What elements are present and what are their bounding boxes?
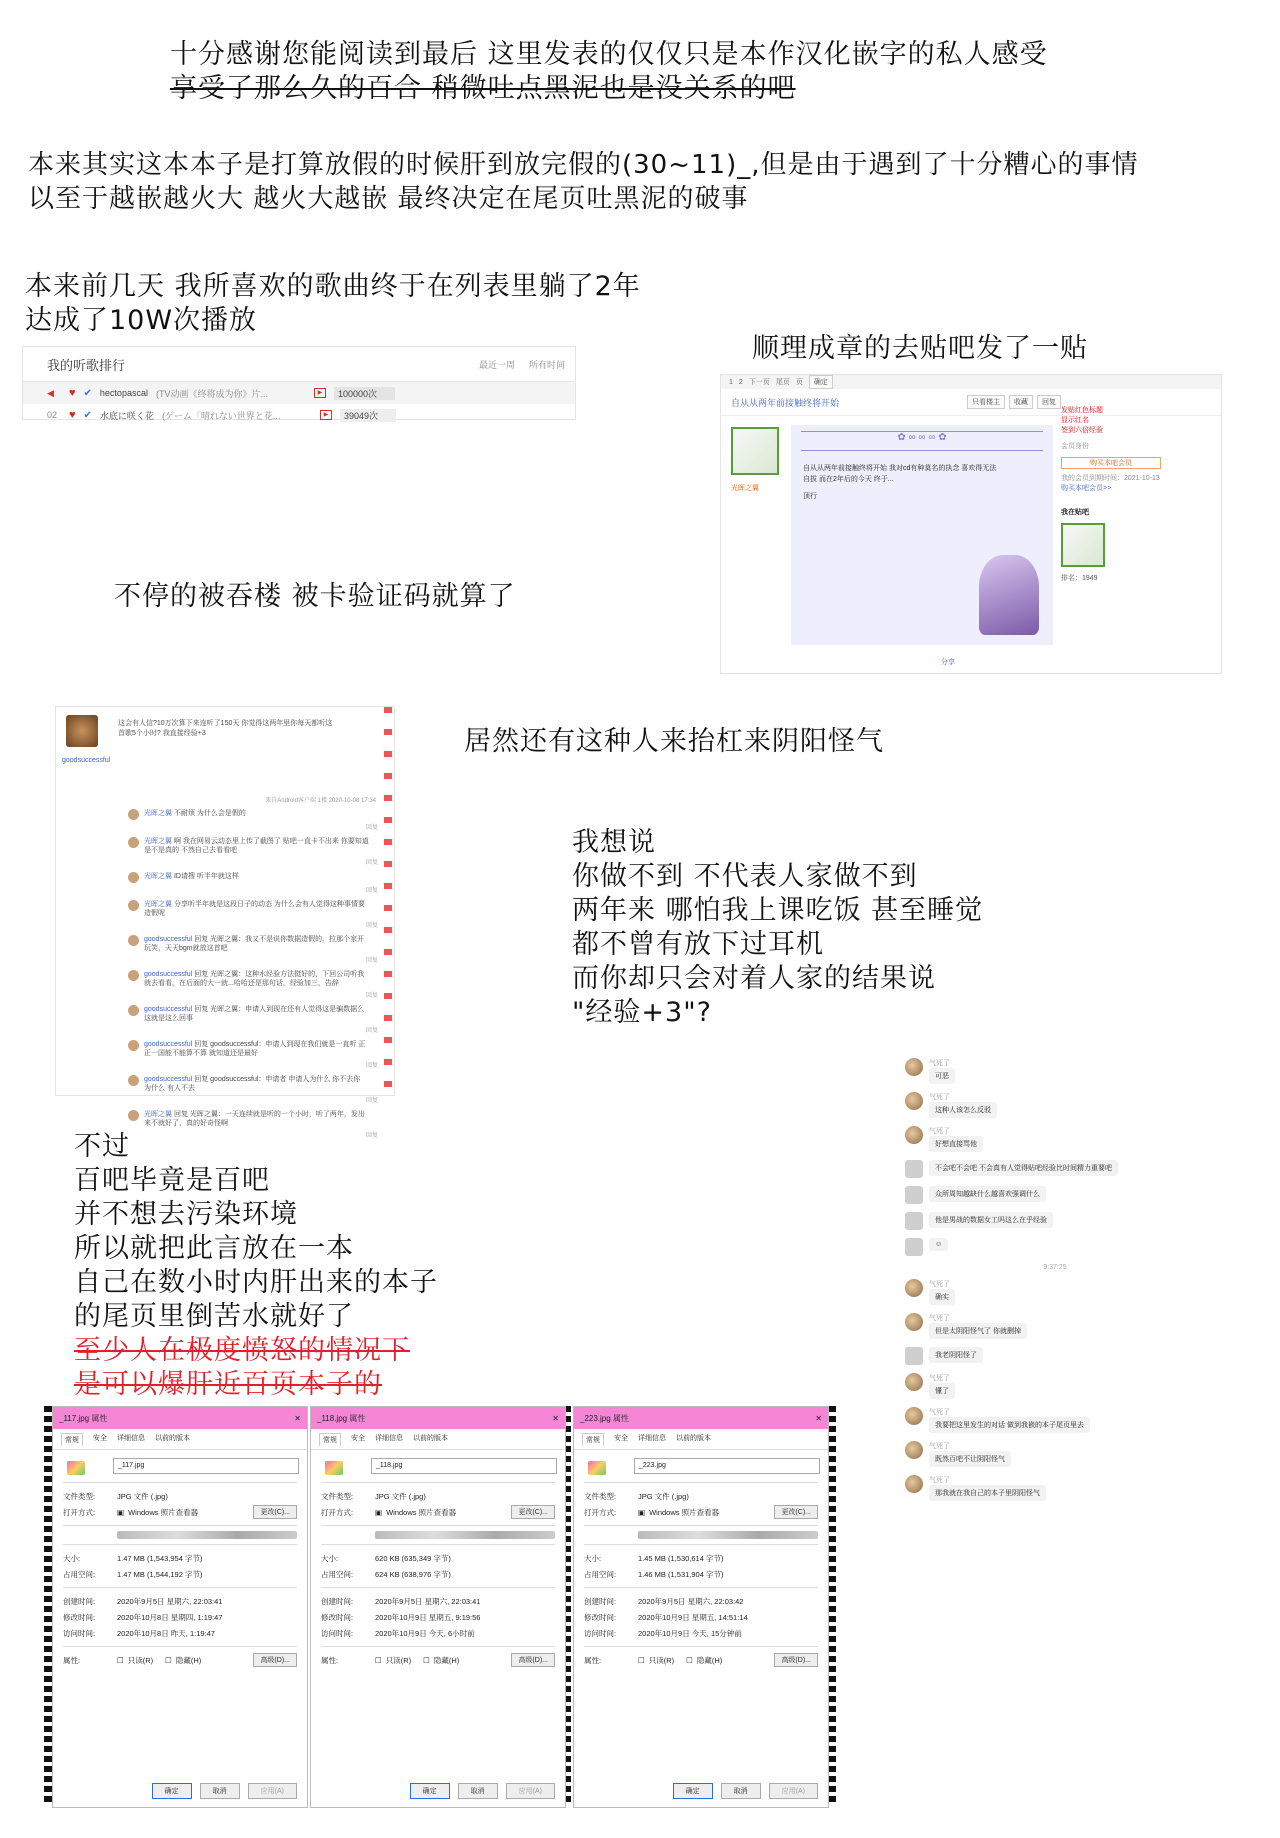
reply-user[interactable]: 光晖之翼 [144,838,172,845]
buy-member-button[interactable]: 购买本吧会员 [1061,457,1161,469]
size-value: 1.45 MB (1,530,614 字节) [638,1553,724,1563]
label-type: 文件类型: [584,1491,617,1501]
play-count: 100000次 [334,387,395,400]
chat-sender: 气死了 [929,1128,950,1135]
chat-sender: 气死了 [929,1443,950,1450]
film-strip [828,1406,836,1806]
para3-line-2: 达成了10W次播放 [25,305,258,336]
chat-bubble: 但是太阴阳怪气了 你就删掉 [929,1323,1027,1339]
chat-message [905,1160,1205,1178]
reply-user[interactable]: goodsuccessful [144,936,193,943]
chat-bubble: 确实 [929,1289,955,1305]
file-type-value: JPG 文件 (.jpg) [117,1491,168,1501]
note-weird: 居然还有这种人来抬杠来阴阳怪气 [464,726,884,757]
listening-ranking-screenshot [22,346,576,420]
reply-text: ID请搜 听半年就这样 [173,873,239,880]
advanced-button[interactable]: 高级(D)... [253,1653,297,1667]
ranking-all-tab[interactable]: 所有时间 [528,359,565,370]
label-modified: 修改时间: [321,1612,354,1622]
next-page-link[interactable]: 下一页 [748,379,770,386]
chat-message [905,1279,1205,1305]
chat-bubble: 这种人该怎么反驳 [929,1102,997,1118]
chat-message [905,1347,1205,1365]
heart-icon[interactable]: ♥ [69,387,76,399]
label-size: 大小: [321,1553,339,1563]
conclusion-1: 不过 [74,1131,130,1162]
ok-button[interactable]: 确定 [410,1783,450,1799]
avatar[interactable] [905,1238,923,1256]
author-panel [731,427,786,493]
flower-border-icon: ✿ ∞ ∞ ∞ ✿ [801,431,1043,451]
rebuttal-4: 都不曾有放下过耳机 [572,929,824,960]
perk-sign-exp: 签到六倍经验 [1061,427,1103,434]
tieba-post-screenshot [720,374,1222,674]
chat-message [905,1313,1205,1339]
label-accessed: 访问时间: [63,1628,96,1638]
reply-meta[interactable]: 回复 [365,923,378,929]
rebuttal-1: 我想说 [572,827,656,858]
apply-button[interactable]: 应用(A) [769,1783,818,1799]
dialog-title: _117.jpg 属性 [59,1413,108,1423]
reply-text: 回复 光晖之翼：我又不是说你数据造假的，拉那个家开玩笑，天天bgm就放这首吧 [144,936,365,952]
hidden-label: 隐藏(H) [696,1655,723,1665]
list-item [128,1075,378,1093]
readonly-checkbox[interactable]: ☐ [638,1655,645,1665]
page-2-link[interactable]: 2 [738,378,743,386]
chat-sender: 气死了 [929,1060,950,1067]
tab-details[interactable]: 详细信息 [638,1435,666,1442]
change-button[interactable]: 更改(C)... [253,1505,297,1519]
photo-viewer-icon: ▣ [638,1507,646,1517]
hidden-checkbox[interactable]: ☐ [165,1655,172,1665]
photo-viewer-icon: ▣ [117,1507,125,1517]
location-blurred [117,1531,297,1539]
reply-meta[interactable]: 回复 [365,1133,378,1139]
play-count: 39049次 [340,409,396,422]
file-type-value: JPG 文件 (.jpg) [638,1491,689,1501]
conclusion-4: 所以就把此言放在一本 [74,1233,354,1264]
reply-meta[interactable]: 回复 [365,825,378,831]
label-created: 创建时间: [63,1596,96,1606]
file-properties-dialog [52,1406,308,1808]
avatar[interactable] [128,872,139,883]
tab-details[interactable]: 详细信息 [375,1435,403,1442]
reply-text: 回复 光晖之翼：一天连续就是听的一个小时，听了两年，发出来不就好了，真的好奇怪啊 [144,1111,365,1127]
modified-value: 2020年10月9日 星期五, 14:51:14 [638,1612,748,1622]
cancel-button[interactable]: 取消 [721,1783,761,1799]
reply-text: 回复 光晖之翼：申请人到现在还有人觉得这是骗数据么 这就是这么回事 [144,1006,365,1022]
chat-bubble: 我要把这里发生的对话 做到我嵌的本子尾页里去 [929,1417,1090,1433]
reply-user[interactable]: goodsuccessful [144,1041,193,1048]
avatar[interactable] [905,1347,923,1365]
reply-text: 回复 goodsuccessful：申请人到现在我们就是一直听 正正一国能不能算不算 就知道还是最好 [144,1041,366,1057]
reply-meta[interactable]: 回复 [365,1098,378,1104]
op-comment-text: 这会有人信?10万次算下来连听了150天 你觉得这两年里你每天都听这首歌5个小时? 我直接经验+3 [118,720,333,737]
avatar[interactable] [905,1407,923,1425]
label-size-on-disk: 占用空间: [584,1569,617,1579]
label-accessed: 访问时间: [321,1628,354,1638]
avatar[interactable] [905,1373,923,1391]
buy-member-link[interactable]: 购买本吧会员>> [1061,485,1112,492]
label-attributes: 属性: [584,1655,602,1665]
chat-bubble: 既然百吧不让阴阳怪气 [929,1451,1011,1467]
tab-security[interactable]: 安全 [614,1435,628,1442]
para2-line-2: 以至于越嵌越火大 越火大越嵌 最终决定在尾页吐黑泥的破事 [28,184,749,214]
ranking-row[interactable] [23,382,575,404]
label-open-with: 打开方式: [584,1507,617,1517]
cancel-button[interactable]: 取消 [200,1783,240,1799]
label-type: 文件类型: [321,1491,354,1501]
chat-bubble: ☺ [929,1238,948,1251]
post-sign: 顶行 [803,493,817,500]
list-item [128,872,378,883]
conclusion-7: 至少人在极度愤怒的情况下 [74,1335,410,1366]
chat-timestamp: 9:37:25 [1043,1264,1067,1271]
reply-meta[interactable]: 回复 [365,860,378,866]
chat-message [905,1092,1205,1118]
reply-user[interactable]: 光晖之翼 [144,1111,172,1118]
reply-meta[interactable]: 回复 [365,888,378,894]
ranking-title: 我的听歌排行 [47,357,126,373]
filename-field[interactable]: _118.jpg [371,1458,557,1474]
op-meta: 来自Android客户端 1楼 2020-10-08 17:34 [265,798,376,804]
size-on-disk-value: 1.46 MB (1,531,904 字节) [638,1569,724,1579]
hidden-checkbox[interactable]: ☐ [686,1655,693,1665]
reply-meta[interactable]: 回复 [365,1063,378,1069]
chat-bubble: 懂了 [929,1383,955,1399]
list-item [128,1005,378,1023]
change-button[interactable]: 更改(C)... [511,1505,555,1519]
chat-bubble: 那我就在我自己的本子里阴阳怪气 [929,1485,1046,1501]
tab-general[interactable]: 常规 [319,1433,341,1446]
dialog-titlebar[interactable] [311,1407,565,1429]
chat-sender: 气死了 [929,1315,950,1322]
check-icon: ✔ [83,409,92,421]
reply-text: 分享听半年就是这段日子的动态 为什么会有人觉得这种事情要造假呢 [144,901,365,917]
chat-sender: 气死了 [929,1409,950,1416]
close-icon[interactable]: ✕ [294,1413,301,1423]
label-modified: 修改时间: [584,1612,617,1622]
chat-message [905,1212,1205,1230]
tab-details[interactable]: 详细信息 [117,1435,145,1442]
chat-bubble: 他是男战的数据女工吗这么在乎经验 [929,1212,1053,1228]
image-file-icon [325,1461,343,1475]
location-blurred [375,1531,555,1539]
intro-line-2: 享受了那么久的百合 稍微吐点黑泥也是没关系的吧 [170,73,796,104]
comments-screenshot [55,706,395,1139]
close-icon[interactable]: ✕ [815,1413,822,1423]
advanced-button[interactable]: 高级(D)... [511,1653,555,1667]
chat-log [905,1058,1205,1509]
rank-number: 02 [47,410,58,420]
readonly-label: 只读(R) [127,1655,154,1665]
tab-previous-versions[interactable]: 以前的版本 [676,1435,711,1442]
tab-previous-versions[interactable]: 以前的版本 [413,1435,448,1442]
post-text: 自从从两年前接触终将开始 我对cd有种莫名的执念 喜欢得无法自拔 而在2年后的今天 终于... [803,465,997,483]
film-strip [44,1406,52,1806]
avatar[interactable] [1061,523,1105,567]
anime-girl-sticker [979,555,1039,635]
chat-sender: 气死了 [929,1477,950,1484]
filename-field[interactable]: _117.jpg [113,1458,299,1474]
label-size-on-disk: 占用空间: [63,1569,96,1579]
conclusion-5: 自己在数小时内肝出来的本子 [74,1267,438,1298]
rebuttal-3: 两年来 哪怕我上课吃饭 甚至睡觉 [572,895,984,926]
avatar[interactable] [905,1475,923,1493]
readonly-label: 只读(R) [385,1655,412,1665]
avatar[interactable] [905,1186,923,1204]
page-1-link[interactable]: 1 [729,378,733,386]
chat-message [905,1407,1205,1433]
label-modified: 修改时间: [63,1612,96,1622]
created-value: 2020年9月5日 星期六, 22:03:41 [117,1596,223,1606]
perk-red-name: 显示红名 [1061,417,1089,424]
reply-list [128,809,378,1145]
cancel-button[interactable]: 取消 [458,1783,498,1799]
open-with-value: Windows 照片查看器 [128,1507,199,1517]
list-item [128,1110,378,1128]
label-size: 大小: [584,1553,602,1563]
reply-meta[interactable]: 回复 [365,958,378,964]
file-type-value: JPG 文件 (.jpg) [375,1491,426,1501]
chat-bubble: 众所周知越缺什么越喜欢强调什么 [929,1186,1046,1202]
advanced-button[interactable]: 高级(D)... [774,1653,818,1667]
filename-field[interactable]: _223.jpg [634,1458,820,1474]
size-value: 1.47 MB (1,543,954 字节) [117,1553,203,1563]
rank-number: ◀ [47,387,54,398]
reply-text: 啊 我在网易云动态里上传了截图了 贴吧一直卡不出来 你要知道是不是真的 不然自己去看看吧 [144,838,369,854]
apply-button[interactable]: 应用(A) [506,1783,555,1799]
reply-user[interactable]: 光晖之翼 [144,810,172,817]
avatar[interactable] [905,1092,923,1110]
avatar[interactable] [128,1040,139,1051]
chat-sender: 气死了 [929,1094,950,1101]
avatar[interactable] [905,1441,923,1459]
avatar[interactable] [731,427,779,475]
file-properties-dialog [573,1406,829,1808]
member-identity: 会员身份 [1061,443,1089,450]
list-item [128,970,378,988]
chat-bubble: 可恶 [929,1068,955,1084]
author-name[interactable]: 光晖之翼 [731,485,759,492]
conclusion-8: 是可以爆肝近百页本子的 [74,1369,382,1400]
avatar[interactable] [905,1279,923,1297]
chat-bubble: 不会吧不会吧 不会真有人觉得贴吧经验比时间精力重要吧 [929,1160,1118,1176]
label-size: 大小: [63,1553,81,1563]
avatar[interactable] [905,1212,923,1230]
rebuttal-5: 而你却只会对着人家的结果说 [572,963,936,994]
my-bar-title: 我在贴吧 [1061,509,1089,516]
size-on-disk-value: 624 KB (638,976 字节) [375,1569,451,1579]
size-value: 620 KB (635,349 字节) [375,1553,451,1563]
chat-bubble: 我老阴阳怪了 [929,1347,983,1363]
avatar[interactable] [128,1110,139,1121]
chat-sender: 气死了 [929,1281,950,1288]
go-button[interactable]: 确定 [809,375,833,389]
page-nav [721,375,1221,389]
label-accessed: 访问时间: [584,1628,617,1638]
song-detail: (TV动画《终将成为你》片... [155,388,268,399]
readonly-checkbox[interactable]: ☐ [117,1655,124,1665]
file-properties-dialog [310,1406,566,1808]
song-title[interactable]: hectopascal [99,388,148,398]
intro-line-1: 十分感谢您能阅读到最后 这里发表的仅仅只是本作汉化嵌字的私人感受 [170,39,1048,70]
location-blurred [638,1531,818,1539]
avatar[interactable] [128,970,139,981]
reply-user[interactable]: goodsuccessful [144,1076,193,1083]
chat-bubble: 好想直接骂他 [929,1136,983,1152]
avatar[interactable] [66,715,98,747]
avatar[interactable] [905,1160,923,1178]
list-item [128,935,378,953]
rebuttal-6: "经验+3"? [572,997,712,1028]
chat-message [905,1238,1205,1256]
change-button[interactable]: 更改(C)... [774,1505,818,1519]
readonly-label: 只读(R) [648,1655,675,1665]
label-attributes: 属性: [321,1655,339,1665]
readonly-checkbox[interactable]: ☐ [375,1655,382,1665]
check-icon: ✔ [83,387,92,399]
chat-message [905,1441,1205,1467]
dialog-titlebar[interactable] [574,1407,828,1429]
dialog-titlebar[interactable] [53,1407,307,1429]
chat-message [905,1475,1205,1501]
reply-text: 不耐烦 为什么会是假的 [173,810,246,817]
modified-value: 2020年10月8日 星期四, 1:19:47 [117,1612,223,1622]
conclusion-3: 并不想去污染环境 [74,1199,298,1230]
tab-security[interactable]: 安全 [351,1435,365,1442]
label-open-with: 打开方式: [63,1507,96,1517]
song-title[interactable]: 水底に咲く花 [99,410,154,421]
page-label: 页 [795,379,803,386]
conclusion-6: 的尾页里倒苦水就好了 [74,1301,354,1332]
apply-button[interactable]: 应用(A) [248,1783,297,1799]
ranking-week-tab[interactable]: 最近一周 [478,359,515,370]
para2-line-1: 本来其实这本本子是打算放假的时候肝到放完假的(30~11)_,但是由于遇到了十分糟心的事情 [28,150,1139,180]
para3-line-1: 本来前几天 我所喜欢的歌曲终于在列表里躺了2年 [25,271,641,302]
avatar[interactable] [128,935,139,946]
favorite-button[interactable]: 收藏 [1009,395,1033,409]
play-icon[interactable]: ▶ [320,410,332,420]
label-type: 文件类型: [63,1491,96,1501]
avatar[interactable] [905,1058,923,1076]
play-icon[interactable]: ▶ [314,388,326,398]
avatar[interactable] [905,1126,923,1144]
image-file-icon [588,1461,606,1475]
reply-user[interactable]: goodsuccessful [144,1006,193,1013]
scrollbar[interactable] [384,707,392,1095]
reply-user[interactable]: 光晖之翼 [144,901,172,908]
photo-viewer-icon: ▣ [375,1507,383,1517]
close-icon[interactable]: ✕ [552,1413,559,1423]
member-expire: 我的会员到期时间：2021-10-13 [1061,475,1160,482]
accessed-value: 2020年10月9日 今天, 15分钟前 [638,1628,742,1638]
tab-previous-versions[interactable]: 以前的版本 [155,1435,190,1442]
list-item [128,1040,378,1058]
chat-message [905,1058,1205,1084]
chat-sender: 气死了 [929,1375,950,1382]
list-item [128,837,378,855]
conclusion-2: 百吧毕竟是百吧 [74,1165,270,1196]
note-swallowed: 不停的被吞楼 被卡验证码就算了 [114,581,516,612]
my-rank: 排名：1949 [1061,575,1098,582]
accessed-value: 2020年10月9日 今天, 6小时前 [375,1628,475,1638]
member-panel [1061,405,1161,583]
ranking-row[interactable] [23,404,575,426]
label-open-with: 打开方式: [321,1507,354,1517]
ok-button[interactable]: 确定 [152,1783,192,1799]
heart-icon[interactable]: ♥ [69,409,76,421]
list-item [128,809,378,820]
avatar[interactable] [128,900,139,911]
song-detail: (ゲーム「晴れない世界と花... [161,410,281,421]
avatar[interactable] [128,809,139,820]
accessed-value: 2020年10月8日 昨天, 1:19:47 [117,1628,215,1638]
tab-security[interactable]: 安全 [93,1435,107,1442]
hidden-label: 隐藏(H) [175,1655,202,1665]
avatar[interactable] [128,1075,139,1086]
image-file-icon [67,1461,85,1475]
reply-meta[interactable]: 回复 [365,993,378,999]
avatar[interactable] [905,1313,923,1331]
tab-general[interactable]: 常规 [61,1433,83,1446]
size-on-disk-value: 1.47 MB (1,544,192 字节) [117,1569,203,1579]
chat-message [905,1373,1205,1399]
commenter-name[interactable]: goodsuccessful [62,757,111,764]
label-created: 创建时间: [321,1596,354,1606]
only-op-button[interactable]: 只看楼主 [967,395,1005,409]
open-with-value: Windows 照片查看器 [386,1507,457,1517]
reply-text: 回复 goodsuccessful：申请者 申请人为什么 你不去你 为什么 有人不去 [144,1076,361,1092]
thread-title-text: 自从从两年前接触终将开始 [731,397,840,408]
reply-user[interactable]: 光晖之翼 [144,873,172,880]
last-page-link[interactable]: 尾页 [775,379,790,386]
rebuttal-2: 你做不到 不代表人家做不到 [572,861,918,892]
chat-message [905,1126,1205,1152]
hidden-checkbox[interactable]: ☐ [423,1655,430,1665]
avatar[interactable] [128,837,139,848]
created-value: 2020年9月5日 星期六, 22:03:41 [375,1596,481,1606]
chat-message [905,1186,1205,1204]
label-created: 创建时间: [584,1596,617,1606]
dialog-title: _118.jpg 属性 [317,1413,366,1423]
note-tieba: 顺理成章的去贴吧发了一贴 [752,333,1088,364]
list-item [128,900,378,918]
perk-red-title: 发贴红色标题 [1061,407,1103,414]
reply-meta[interactable]: 回复 [365,1028,378,1034]
avatar[interactable] [128,1005,139,1016]
hidden-label: 隐藏(H) [433,1655,460,1665]
dialog-title: _223.jpg 属性 [580,1413,629,1423]
modified-value: 2020年10月9日 星期五, 9:19:56 [375,1612,481,1622]
reply-button[interactable]: 回复 [1037,395,1061,409]
label-attributes: 属性: [63,1655,81,1665]
ok-button[interactable]: 确定 [673,1783,713,1799]
tab-general[interactable]: 常规 [582,1433,604,1446]
post-body [791,425,1053,645]
open-with-value: Windows 照片查看器 [649,1507,720,1517]
reply-text: 回复 光晖之翼：这种水经验方法挺好的，下回公司听我就去看看，在后面的大一就...哈哈还是那句话，经验加三，告辞 [144,971,365,987]
reply-user[interactable]: goodsuccessful [144,971,193,978]
share-button[interactable]: 分享 [941,659,955,666]
label-size-on-disk: 占用空间: [321,1569,354,1579]
created-value: 2020年9月5日 星期六, 22:03:42 [638,1596,744,1606]
